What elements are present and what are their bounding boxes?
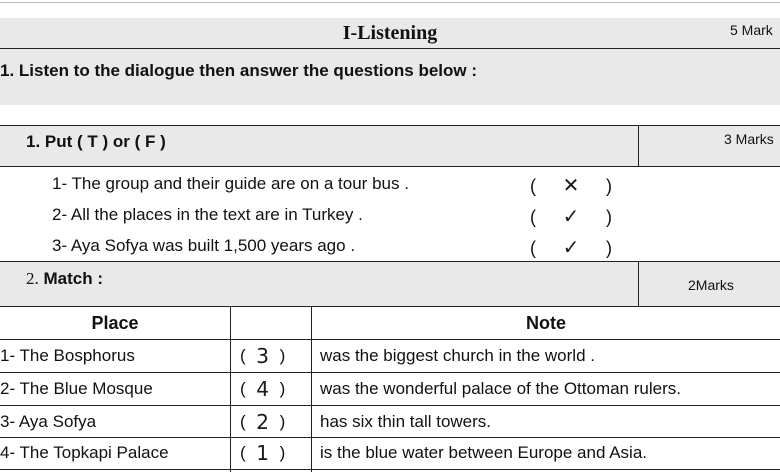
match-place-3: 3- Aya Sofya (0, 411, 97, 431)
match-answer-box-2[interactable]: ( 4 ) (240, 377, 286, 401)
tf-answer-3: ✓ (562, 235, 580, 259)
part1-header-divider (638, 125, 639, 167)
match-answer-1: 3 (256, 344, 270, 368)
table-col-divider-1 (230, 306, 231, 472)
tf-answer-box-2[interactable]: ( ✓ ) (530, 204, 612, 228)
match-answer-4: 1 (256, 441, 270, 465)
tf-answer-2: ✓ (562, 204, 580, 228)
part1-marks: 3 Marks (724, 131, 774, 147)
part2-header-divider (638, 261, 639, 307)
match-place-1: 1- The Bosphorus (0, 346, 135, 365)
match-answer-box-1[interactable]: ( 3 ) (240, 344, 286, 368)
match-answer-2: 4 (256, 377, 270, 401)
tf-answer-1: ✕ (562, 173, 580, 197)
tf-answer-box-3[interactable]: ( ✓ ) (530, 235, 612, 259)
match-note-4: is the blue water between Europe and Asia. (320, 443, 647, 462)
tf-question-3: 3- Aya Sofya was built 1,500 years ago . (52, 236, 356, 255)
match-note-3: has six thin tall towers. (320, 411, 492, 431)
section-title: I-Listening (342, 21, 438, 44)
match-answer-3: 2 (256, 409, 270, 434)
col-header-place: Place (91, 312, 139, 333)
match-place-4: 4- The Topkapi Palace (0, 443, 169, 462)
match-answer-box-3[interactable]: ( 2 ) (240, 409, 286, 434)
listening-instruction: 1. Listen to the dialogue then answer the questions below : (0, 61, 477, 80)
match-place-2: 2- The Blue Mosque (0, 379, 153, 398)
top-rule (0, 2, 780, 3)
tf-answer-box-1[interactable]: ( ✕ ) (530, 173, 612, 197)
tf-question-2: 2- All the places in the text are in Turkey . (52, 205, 363, 224)
part2-marks: 2Marks (688, 277, 734, 293)
part2-number: 2. (26, 269, 39, 288)
col-header-note: Note (526, 312, 566, 333)
match-note-1: was the biggest church in the world . (320, 346, 595, 365)
section-marks: 5 Mark (730, 22, 773, 38)
part2-header-band (0, 262, 780, 306)
match-note-2: was the wonderful palace of the Ottoman rulers. (320, 379, 681, 398)
part1-header-bottom-rule (0, 166, 780, 167)
match-answer-box-4[interactable]: ( 1 ) (240, 441, 286, 465)
part1-label: 1. Put ( T ) or ( F ) (26, 132, 166, 151)
part2-label-wrap (26, 269, 103, 289)
tf-question-1: 1- The group and their guide are on a tour bus . (52, 174, 409, 193)
table-bottom-rule (0, 469, 780, 470)
part2-label: Match : (43, 269, 103, 288)
